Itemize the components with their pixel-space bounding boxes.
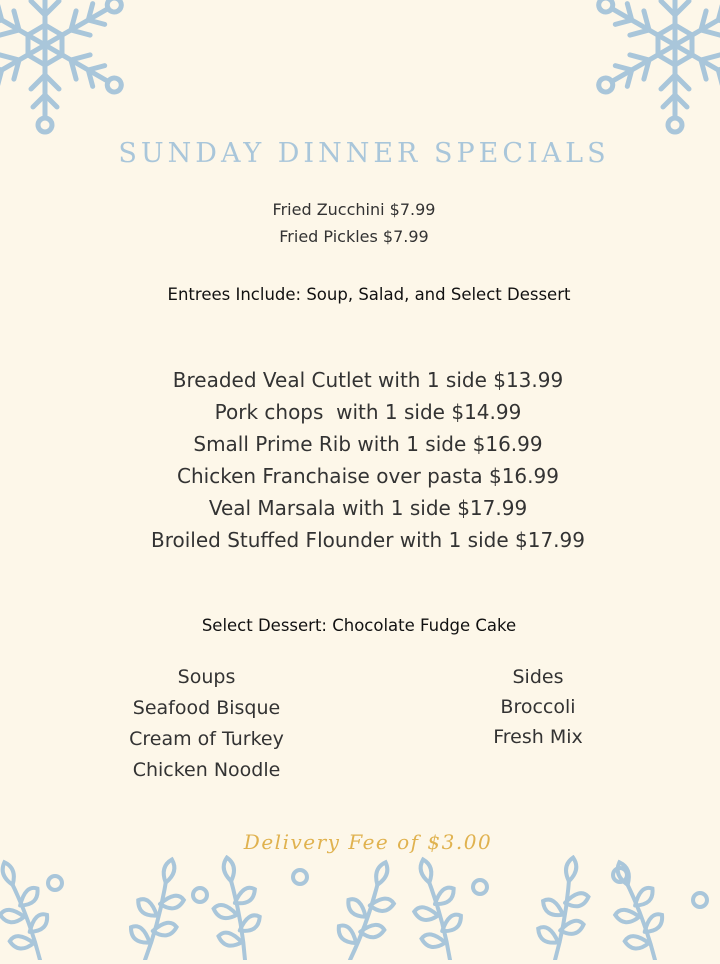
sides-column xyxy=(458,662,618,752)
appetizer-item: Fried Zucchini $7.99 xyxy=(272,200,436,219)
snowflake-icon xyxy=(0,0,145,145)
appetizer-list xyxy=(0,196,708,250)
entree-item: Veal Marsala with 1 side $17.99 xyxy=(208,496,528,520)
soup-item: Cream of Turkey xyxy=(129,728,284,750)
entree-item: Chicken Franchaise over pasta $16.99 xyxy=(177,464,559,488)
soups-heading: Soups xyxy=(177,666,236,688)
sides-heading: Sides xyxy=(512,666,564,688)
menu-title: SUNDAY DINNER SPECIALS xyxy=(118,138,610,169)
snowflake-icon xyxy=(575,0,720,145)
entree-item: Small Prime Rib with 1 side $16.99 xyxy=(193,432,543,456)
entree-list xyxy=(0,364,720,556)
entree-item: Pork chops with 1 side $14.99 xyxy=(214,400,522,424)
soup-item: Seafood Bisque xyxy=(132,697,281,719)
entrees-include-note: Entrees Include: Soup, Salad, and Select Dessert xyxy=(167,285,571,304)
side-item: Fresh Mix xyxy=(493,726,583,748)
select-dessert-note: Select Dessert: Chocolate Fudge Cake xyxy=(201,616,517,635)
entree-item: Broiled Stuffed Flounder with 1 side $17.99 xyxy=(151,528,585,552)
entree-item: Breaded Veal Cutlet with 1 side $13.99 xyxy=(172,368,564,392)
soups-column xyxy=(104,662,309,786)
soup-item: Chicken Noodle xyxy=(132,759,281,781)
delivery-fee: Delivery Fee of $3.00 xyxy=(243,830,493,854)
appetizer-item: Fried Pickles $7.99 xyxy=(279,227,429,246)
side-item: Broccoli xyxy=(500,696,576,718)
leaf-branch-icon xyxy=(0,855,720,960)
